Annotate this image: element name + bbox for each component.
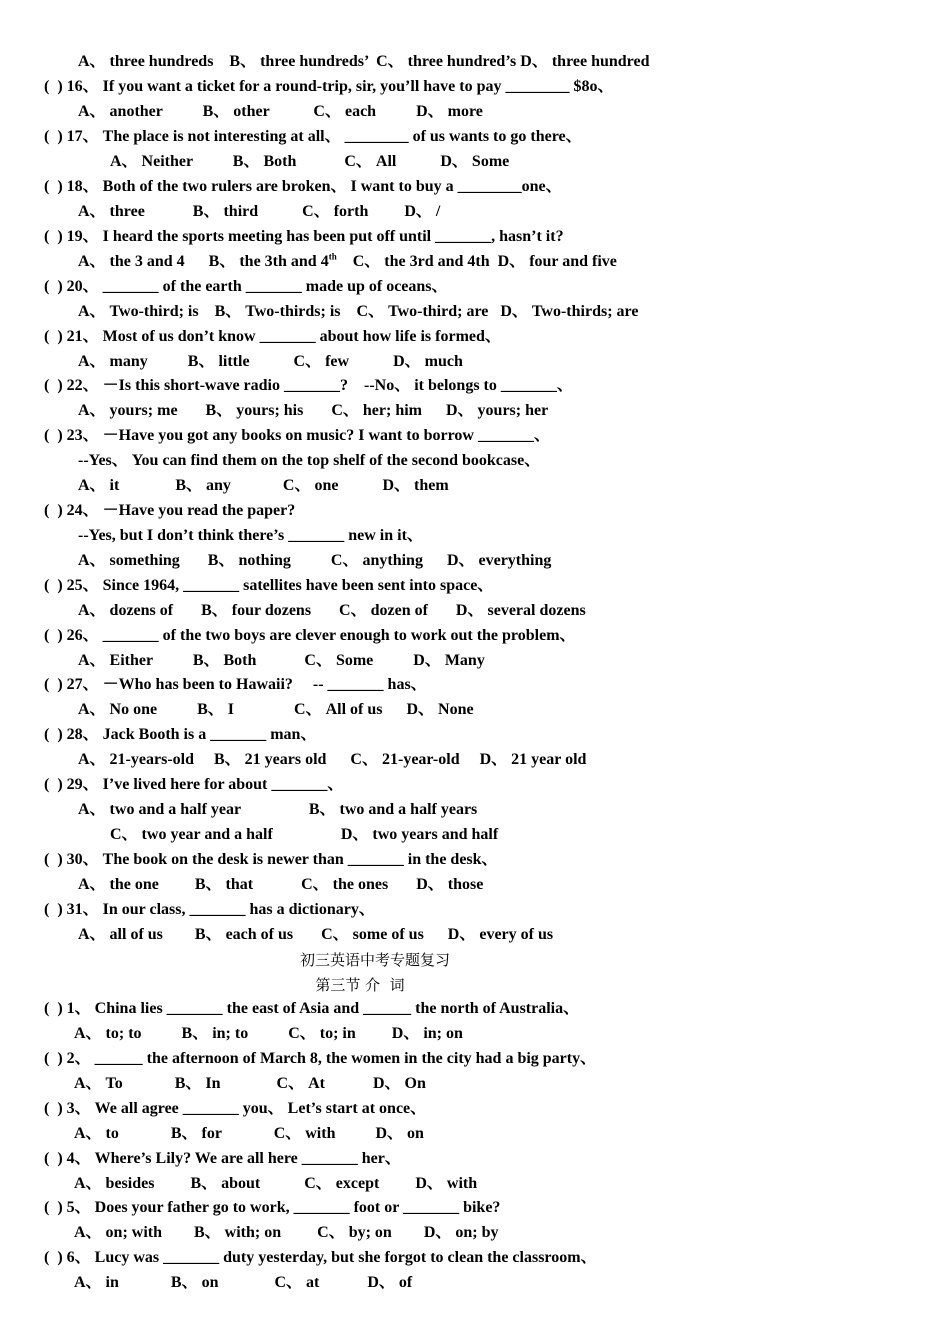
prep-question-2: ( ) 2、 ______ the afternoon of March 8, the women in the city had a big party、 <box>44 1050 597 1067</box>
question-20-options: A、 Two-third; is B、 Two-thirds; is C、 Two-third; are D、 Two-thirds; are <box>78 303 639 320</box>
question-17: ( ) 17、 The place is not interesting at all、 ________ of us wants to go there、 <box>44 128 582 145</box>
question-20: ( ) 20、 _______ of the earth _______ made up of oceans、 <box>44 278 448 295</box>
prep-question-1: ( ) 1、 China lies _______ the east of Asia and ______ the north of Australia、 <box>44 1000 580 1017</box>
question-24-options: A、 something B、 nothing C、 anything D、 everything <box>78 552 552 569</box>
question-18: ( ) 18、 Both of the two rulers are broken、 I want to buy a ________one、 <box>44 178 562 195</box>
prep-question-5: ( ) 5、 Does your father go to work, _______ foot or _______ bike? <box>44 1199 501 1216</box>
question-27: ( ) 27、 －Who has been to Hawaii? -- _______ has、 <box>44 676 427 693</box>
prep-question-3: ( ) 3、 We all agree _______ you、 Let’s start at once、 <box>44 1100 427 1117</box>
question-23: ( ) 23、 －Have you got any books on music? I want to borrow _______、 <box>44 427 550 444</box>
section-title: 初三英语中考专题复习 <box>299 951 450 969</box>
question-23-reply: --Yes、 You can find them on the top shelf of the second bookcase、 <box>78 452 541 469</box>
question-29-options-ab: A、 two and a half year B、 two and a half years <box>78 801 478 818</box>
prep-question-6-options: A、 in B、 on C、 at D、 of <box>74 1274 413 1291</box>
prep-question-2-options: A、 To B、 In C、 At D、 On <box>74 1075 426 1092</box>
question-19-options <box>78 252 617 272</box>
question-16: ( ) 16、 If you want a ticket for a round-trip, sir, you’ll have to pay ________ $8o、 <box>44 78 614 95</box>
section-subtitle: 第三节 介 词 <box>315 976 405 994</box>
question-25: ( ) 25、 Since 1964, _______ satellites have been sent into space、 <box>44 577 494 594</box>
question-28: ( ) 28、 Jack Booth is a _______ man、 <box>44 726 317 743</box>
prep-question-1-options: A、 to; to B、 in; to C、 to; in D、 in; on <box>74 1025 463 1042</box>
question-22: ( ) 22、 －Is this short-wave radio _______? --No、 it belongs to _______、 <box>44 377 573 394</box>
superscript-th: th <box>328 251 337 262</box>
question-27-options: A、 No one B、 I C、 All of us D、 None <box>78 701 474 718</box>
prep-question-4-options: A、 besides B、 about C、 except D、 with <box>74 1175 478 1192</box>
question-26-options: A、 Either B、 Both C、 Some D、 Many <box>78 652 485 669</box>
question-26: ( ) 26、 _______ of the two boys are clever enough to work out the problem、 <box>44 627 576 644</box>
question-28-options: A、 21-years-old B、 21 years old C、 21-year-old D、 21 year old <box>78 751 587 768</box>
prep-question-3-options: A、 to B、 for C、 with D、 on <box>74 1125 424 1142</box>
question-31-options: A、 all of us B、 each of us C、 some of us D、 every of us <box>78 926 554 943</box>
question-29: ( ) 29、 I’ve lived here for about _______、 <box>44 776 344 793</box>
options-text: A、 the 3 and 4 B、 the 3th and 4 <box>78 253 329 270</box>
question-24: ( ) 24、 －Have you read the paper? <box>44 502 296 519</box>
question-23-options: A、 it B、 any C、 one D、 them <box>78 477 449 494</box>
question-16-options: A、 another B、 other C、 each D、 more <box>78 103 483 120</box>
question-29-options-cd: C、 two year and a half D、 two years and half <box>110 826 499 843</box>
question-15-options: A、 three hundreds B、 three hundreds’ C、 three hundred’s D、 three hundred <box>78 53 650 70</box>
question-17-options: A、 Neither B、 Both C、 All D、 Some <box>110 153 510 170</box>
question-25-options: A、 dozens of B、 four dozens C、 dozen of D、 several dozens <box>78 602 586 619</box>
question-21-options: A、 many B、 little C、 few D、 much <box>78 353 463 370</box>
question-30-options: A、 the one B、 that C、 the ones D、 those <box>78 876 484 893</box>
question-24-reply: --Yes, but I don’t think there’s _______ new in it、 <box>78 527 423 544</box>
question-22-options: A、 yours; me B、 yours; his C、 her; him D、 yours; her <box>78 402 549 419</box>
question-19: ( ) 19、 I heard the sports meeting has been put off until _______, hasn’t it? <box>44 228 564 245</box>
question-30: ( ) 30、 The book on the desk is newer than _______ in the desk、 <box>44 851 498 868</box>
prep-question-6: ( ) 6、 Lucy was _______ duty yesterday, but she forgot to clean the classroom、 <box>44 1249 597 1266</box>
options-tail: C、 the 3rd and 4th D、 four and five <box>336 253 617 270</box>
question-18-options: A、 three B、 third C、 forth D、 / <box>78 203 441 220</box>
prep-question-5-options: A、 on; with B、 with; on C、 by; on D、 on; by <box>74 1224 499 1241</box>
prep-question-4: ( ) 4、 Where’s Lily? We are all here _______ her、 <box>44 1150 401 1167</box>
question-21: ( ) 21、 Most of us don’t know _______ about how life is formed、 <box>44 328 501 345</box>
question-31: ( ) 31、 In our class, _______ has a dictionary、 <box>44 901 375 918</box>
